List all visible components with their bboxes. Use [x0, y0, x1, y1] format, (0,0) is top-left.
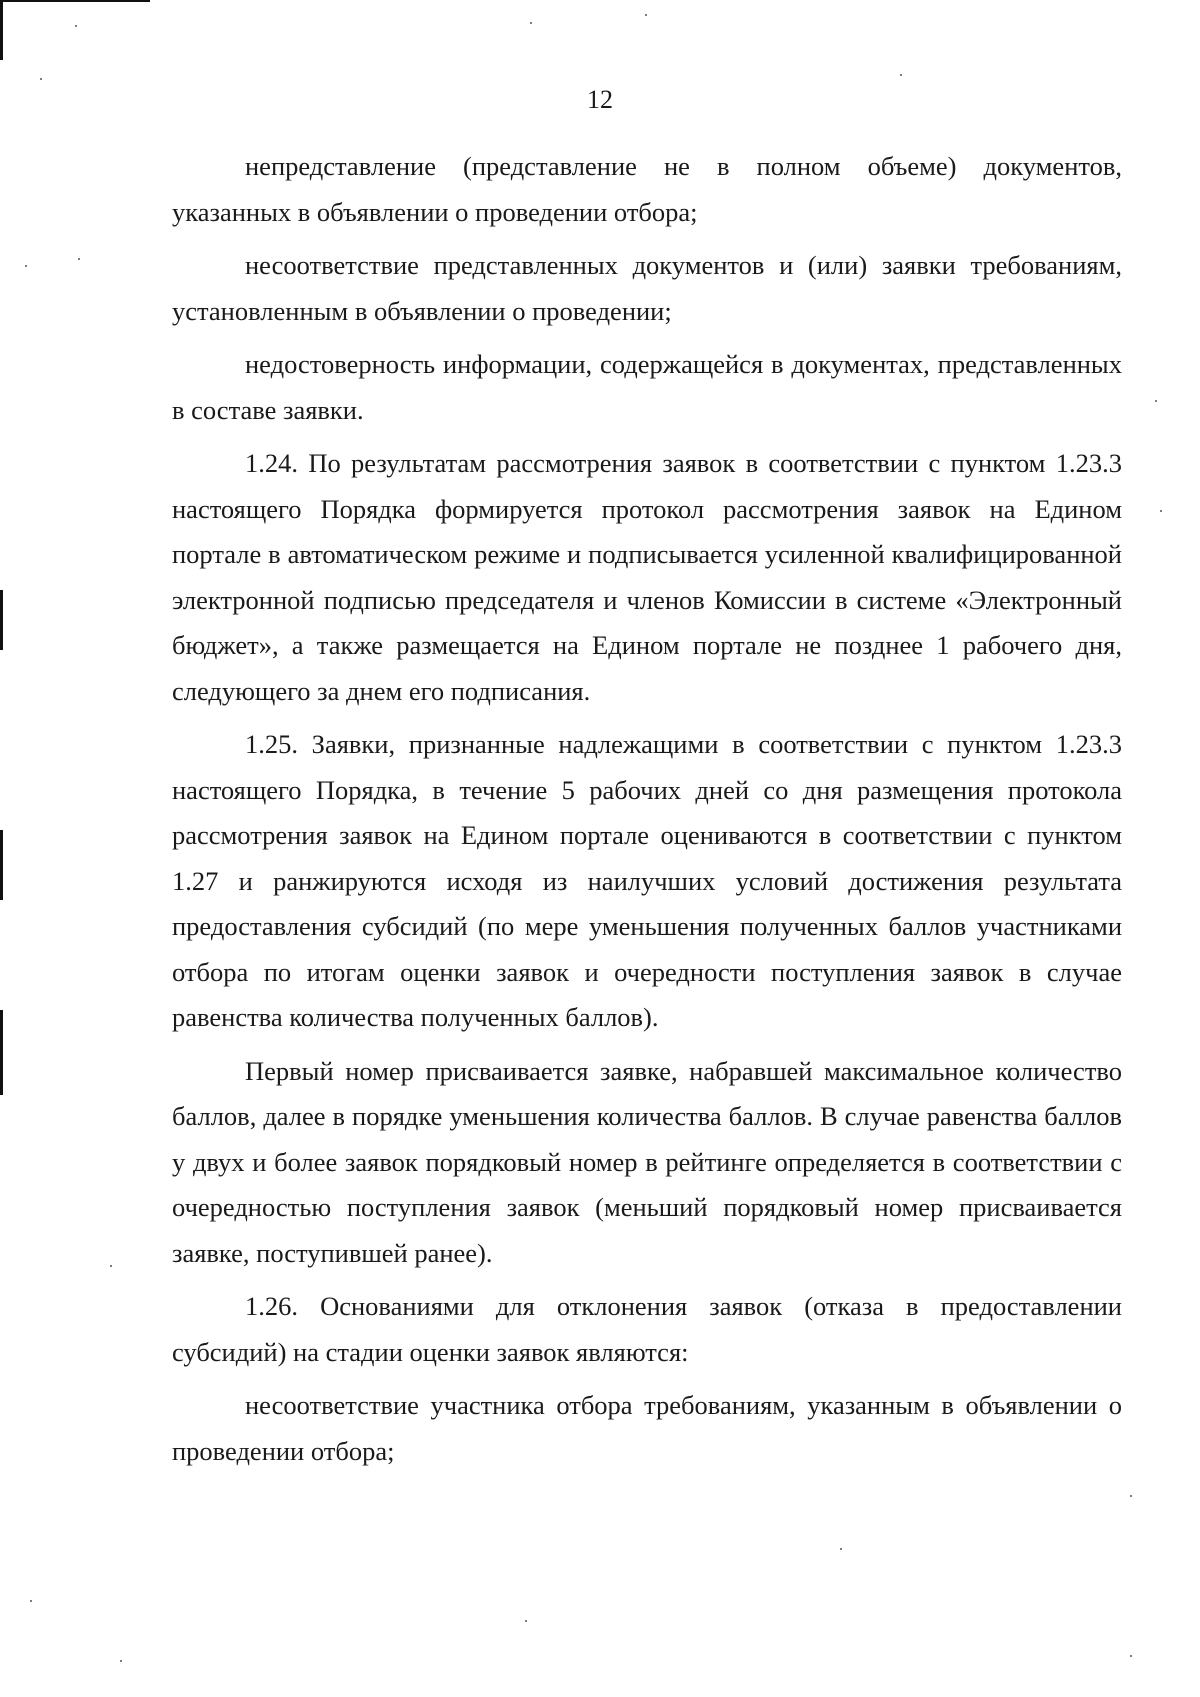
scan-edge-mark — [0, 830, 3, 900]
scan-speck — [1160, 510, 1162, 512]
scan-border-left-top — [0, 0, 3, 60]
page-number: 12 — [587, 85, 613, 114]
scan-edge-mark — [0, 1010, 3, 1095]
paragraph: 1.26. Основаниями для отклонения заявок (отказа в предоставлении субсидий) на стадии оценки заявок являются: — [172, 1291, 1122, 1367]
paragraph: несоответствие представленных документов и (или) заявки требованиям, установленным в объявлении о проведении; — [172, 250, 1122, 326]
scan-speck — [40, 78, 42, 80]
scan-border-top — [0, 0, 150, 2]
scan-speck — [900, 74, 902, 76]
scan-speck — [530, 22, 532, 24]
scan-speck — [25, 265, 27, 267]
scan-speck — [110, 1265, 112, 1267]
scan-speck — [78, 258, 80, 260]
paragraph: непредставление (представление не в полном объеме) документов, указанных в объявлении о проведении отбора; — [172, 151, 1122, 227]
scan-speck — [645, 14, 647, 16]
scan-speck — [1130, 1655, 1132, 1657]
paragraph: недостоверность информации, содержащейся в документах, представленных в составе заявки. — [172, 349, 1122, 425]
scan-speck — [120, 1660, 122, 1662]
paragraph: несоответствие участника отбора требованиям, указанным в объявлении о проведении отбора; — [172, 1390, 1122, 1466]
scan-edge-mark — [0, 590, 3, 650]
scan-speck — [1155, 400, 1157, 402]
scan-speck — [840, 1548, 842, 1550]
paragraph: Первый номер присваивается заявке, набравшей максимальное количество баллов, далее в порядке уменьшения количества баллов. В случае равенства баллов у двух и более заявок порядковый номер в рейтинге определяется в соответствии с очередностью поступления заявок (меньший порядковый номер присваивается заявке, поступившей ранее). — [172, 1055, 1122, 1268]
paragraph: 1.24. По результатам рассмотрения заявок в соответствии с пунктом 1.23.3 настоящего Порядка формируется протокол рассмотрения заявок на Едином портале в автоматическом режиме и подписывается усиленной квалифицированной электронной подписью председателя и членов Комиссии в системе «Электронный бюджет», а также размещается на Едином портале не позднее 1 рабочего дня, следующего за днем его подписания. — [172, 448, 1122, 706]
scan-speck — [75, 25, 77, 27]
scan-speck — [525, 1620, 527, 1622]
document-body — [172, 144, 1122, 1482]
paragraph: 1.25. Заявки, признанные надлежащими в соответствии с пунктом 1.23.3 настоящего Порядка, в течение 5 рабочих дней со дня размещения протокола рассмотрения заявок на Едином портале оцениваются в соответствии с пунктом 1.27 и ранжируются исходя из наилучших условий достижения результата предоставления субсидий (по мере уменьшения полученных баллов участниками отбора по итогам оценки заявок и очередности поступления заявок в случае равенства количества полученных баллов). — [172, 729, 1122, 1032]
scan-speck — [30, 1600, 32, 1602]
scan-speck — [1130, 1495, 1132, 1497]
